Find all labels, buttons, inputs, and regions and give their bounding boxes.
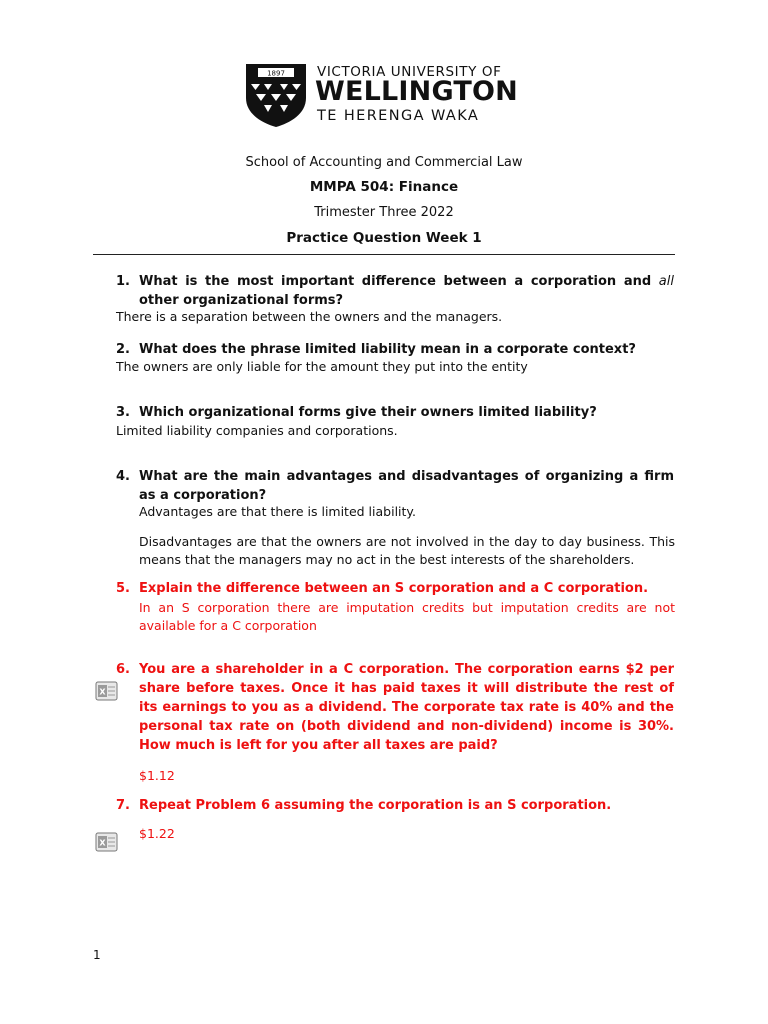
university-shield-icon — [244, 62, 308, 128]
document-title: Practice Question Week 1 — [286, 230, 482, 246]
question-text: You are a shareholder in a C corporation. The corporation earns $2 per share before taxes. Once it has paid taxes it will distribute the rest of its earnings to you as a dividend. The corporate tax rate is 40% and the personal tax rate on (both dividend and non-dividend) income is 30%. How much is left for you after all taxes are paid? — [139, 662, 674, 753]
question-7 — [116, 796, 674, 815]
question-number: 7. — [116, 798, 130, 813]
answer-4-advantages: Advantages are that there is limited liability. — [139, 504, 417, 519]
excel-icon[interactable] — [95, 681, 118, 701]
question-6 — [116, 660, 674, 755]
answer-6: $1.12 — [139, 768, 175, 783]
divider — [93, 254, 675, 255]
question-text: What does the phrase limited liability mean in a corporate context? — [139, 342, 636, 357]
question-5 — [116, 579, 674, 598]
answer-1: There is a separation between the owners and the managers. — [116, 309, 503, 324]
question-number: 2. — [116, 342, 130, 357]
university-name-line2: WELLINGTON — [315, 76, 518, 107]
question-number: 6. — [116, 662, 130, 677]
question-2 — [116, 340, 674, 359]
question-number: 1. — [116, 274, 130, 289]
svg-text:X: X — [99, 838, 106, 848]
excel-icon[interactable] — [95, 832, 118, 852]
university-name-line1: VICTORIA UNIVERSITY OF — [317, 64, 502, 80]
answer-2: The owners are only liable for the amount they put into the entity — [116, 359, 528, 374]
question-text: Repeat Problem 6 assuming the corporation is an S corporation. — [139, 798, 612, 813]
question-number: 3. — [116, 405, 130, 420]
answer-3: Limited liability companies and corporations. — [116, 423, 398, 438]
page-number: 1 — [93, 948, 101, 962]
course-title: MMPA 504: Finance — [309, 179, 459, 195]
question-text: Explain the difference between an S corporation and a C corporation. — [139, 581, 649, 596]
question-4 — [116, 467, 674, 505]
term-label: Trimester Three 2022 — [314, 205, 454, 220]
question-number: 4. — [116, 469, 130, 484]
question-number: 5. — [116, 581, 130, 596]
school-name: School of Accounting and Commercial Law — [245, 155, 523, 170]
question-text: What is the most important difference between a corporation and all other organizational forms? — [139, 274, 674, 308]
university-name-line3: TE HERENGA WAKA — [317, 108, 480, 124]
question-text: What are the main advantages and disadvantages of organizing a firm as a corporation? — [139, 469, 674, 503]
question-text: Which organizational forms give their owners limited liability? — [139, 405, 597, 420]
answer-5: In an S corporation there are imputation credits but imputation credits are not available for a C corporation — [139, 600, 675, 633]
seal-year: 1897 — [267, 69, 285, 78]
university-logo — [244, 62, 526, 128]
question-3 — [116, 403, 674, 422]
answer-4-disadvantages: Disadvantages are that the owners are not involved in the day to day business. This means that the managers may no act in the best interests of the shareholders. — [139, 534, 675, 567]
question-1 — [116, 272, 674, 310]
svg-text:X: X — [99, 687, 106, 697]
answer-7: $1.22 — [139, 826, 175, 841]
